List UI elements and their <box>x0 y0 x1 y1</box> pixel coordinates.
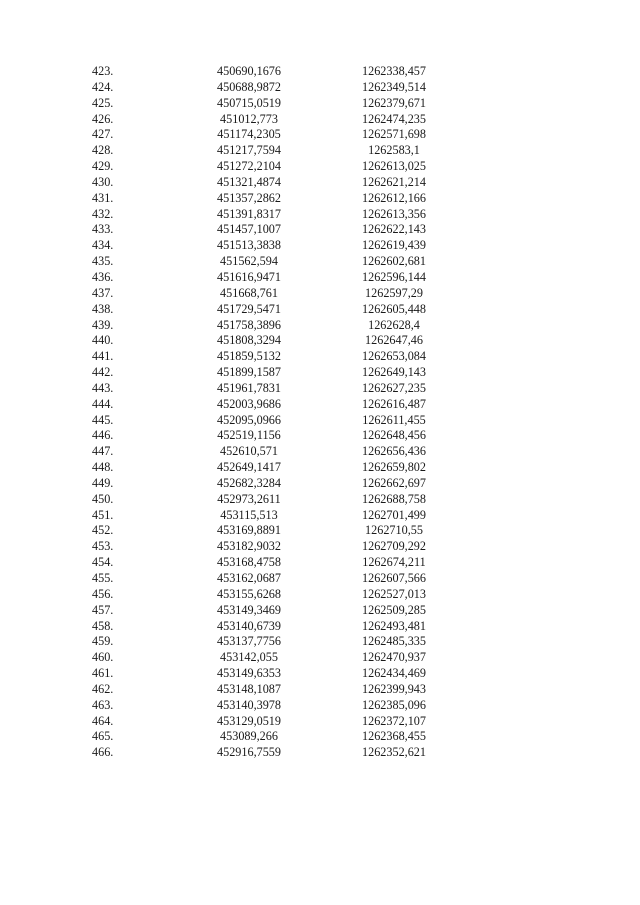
x-coordinate: 453115,513 <box>220 507 278 522</box>
table-row <box>80 729 462 745</box>
point-number: 423. <box>92 64 114 78</box>
table-row <box>80 619 462 635</box>
x-coordinate: 451174,2305 <box>217 127 281 142</box>
point-number: 444. <box>92 396 114 411</box>
x-coordinate: 451391,8317 <box>217 206 281 221</box>
point-number: 432. <box>92 206 114 221</box>
table-row <box>80 286 462 302</box>
y-coordinate: 1262688,758 <box>362 491 426 506</box>
point-number: 447. <box>92 444 114 459</box>
y-coordinate: 1262613,356 <box>362 206 426 221</box>
point-number: 451. <box>92 507 114 522</box>
y-coordinate: 1262656,436 <box>362 444 426 459</box>
y-coordinate: 1262434,469 <box>362 666 426 681</box>
x-coordinate: 453168,4758 <box>217 555 281 570</box>
point-number: 426. <box>92 111 114 126</box>
x-coordinate: 453089,266 <box>220 729 278 744</box>
y-coordinate: 1262527,013 <box>362 586 426 601</box>
x-coordinate: 451457,1007 <box>217 222 281 237</box>
y-coordinate: 1262647,46 <box>365 333 423 348</box>
table-row <box>80 476 462 492</box>
point-number: 430. <box>92 174 114 189</box>
point-number: 446. <box>92 428 114 443</box>
x-coordinate: 452916,7559 <box>217 745 281 760</box>
y-coordinate: 1262368,455 <box>362 729 426 744</box>
y-coordinate: 1262470,937 <box>362 650 426 665</box>
table-row <box>80 207 462 223</box>
point-number: 456. <box>92 586 114 601</box>
y-coordinate: 1262474,235 <box>362 111 426 126</box>
y-coordinate: 1262616,487 <box>362 396 426 411</box>
y-coordinate: 1262612,166 <box>362 190 426 205</box>
point-number: 433. <box>92 222 114 237</box>
point-number: 455. <box>92 571 114 585</box>
x-coordinate: 451961,7831 <box>217 380 281 395</box>
y-coordinate: 1262571,698 <box>362 127 426 142</box>
y-coordinate: 1262349,514 <box>362 79 426 94</box>
table-row <box>80 64 462 80</box>
y-coordinate: 1262372,107 <box>362 713 426 728</box>
table-row <box>80 143 462 159</box>
y-coordinate: 1262399,943 <box>362 681 426 696</box>
point-number: 442. <box>92 365 114 380</box>
table-row <box>80 444 462 460</box>
table-row <box>80 238 462 254</box>
point-number: 463. <box>92 697 114 712</box>
y-coordinate: 1262607,566 <box>362 571 426 585</box>
x-coordinate: 452095,0966 <box>217 412 281 427</box>
point-number: 462. <box>92 681 114 696</box>
point-number: 424. <box>92 79 114 94</box>
table-row <box>80 254 462 270</box>
point-number: 457. <box>92 602 114 617</box>
y-coordinate: 1262648,456 <box>362 428 426 443</box>
y-coordinate: 1262628,4 <box>368 317 420 332</box>
point-number: 425. <box>92 95 114 110</box>
table-row <box>80 381 462 397</box>
point-number: 431. <box>92 190 114 205</box>
table-row <box>80 191 462 207</box>
table-row <box>80 413 462 429</box>
table-row <box>80 333 462 349</box>
x-coordinate: 453149,3469 <box>217 602 281 617</box>
x-coordinate: 453142,055 <box>220 650 278 665</box>
y-coordinate: 1262674,211 <box>362 555 426 570</box>
point-number: 450. <box>92 491 114 506</box>
x-coordinate: 453149,6353 <box>217 666 281 681</box>
x-coordinate: 452973,2611 <box>217 491 281 506</box>
point-number: 458. <box>92 618 114 633</box>
coordinates-table-body <box>80 64 462 761</box>
x-coordinate: 453182,9032 <box>217 539 281 554</box>
table-row <box>80 222 462 238</box>
point-number: 428. <box>92 143 114 158</box>
table-row <box>80 666 462 682</box>
y-coordinate: 1262659,802 <box>362 460 426 475</box>
point-number: 459. <box>92 634 114 649</box>
table-row <box>80 349 462 365</box>
y-coordinate: 1262597,29 <box>365 285 423 300</box>
point-number: 429. <box>92 159 114 174</box>
point-number: 437. <box>92 285 114 300</box>
table-row <box>80 80 462 96</box>
y-coordinate: 1262509,285 <box>362 602 426 617</box>
point-number: 445. <box>92 412 114 427</box>
table-row <box>80 698 462 714</box>
point-number: 461. <box>92 666 114 681</box>
x-coordinate: 453148,1087 <box>217 681 281 696</box>
x-coordinate: 452003,9686 <box>217 396 281 411</box>
x-coordinate: 451513,3838 <box>217 238 281 253</box>
table-row <box>80 571 462 587</box>
y-coordinate: 1262613,025 <box>362 159 426 174</box>
y-coordinate: 1262619,439 <box>362 238 426 253</box>
coordinates-table <box>80 64 462 761</box>
x-coordinate: 450688,9872 <box>217 79 281 94</box>
point-number: 436. <box>92 269 114 284</box>
point-number: 440. <box>92 333 114 348</box>
x-coordinate: 451729,5471 <box>217 301 281 316</box>
table-row <box>80 714 462 730</box>
x-coordinate: 453140,3978 <box>217 697 281 712</box>
x-coordinate: 453169,8891 <box>217 523 281 538</box>
table-row <box>80 555 462 571</box>
table-row <box>80 397 462 413</box>
x-coordinate: 453155,6268 <box>217 586 281 601</box>
x-coordinate: 451321,4874 <box>217 174 281 189</box>
y-coordinate: 1262493,481 <box>362 618 426 633</box>
x-coordinate: 452682,3284 <box>217 475 281 490</box>
table-row <box>80 603 462 619</box>
table-row <box>80 650 462 666</box>
y-coordinate: 1262352,621 <box>362 745 426 760</box>
x-coordinate: 453140,6739 <box>217 618 281 633</box>
point-number: 460. <box>92 650 114 665</box>
table-row <box>80 492 462 508</box>
point-number: 454. <box>92 555 114 570</box>
y-coordinate: 1262622,143 <box>362 222 426 237</box>
y-coordinate: 1262379,671 <box>362 95 426 110</box>
table-row <box>80 634 462 650</box>
table-row <box>80 318 462 334</box>
point-number: 449. <box>92 475 114 490</box>
point-number: 448. <box>92 460 114 475</box>
table-row <box>80 270 462 286</box>
x-coordinate: 451272,2104 <box>217 159 281 174</box>
y-coordinate: 1262649,143 <box>362 365 426 380</box>
point-number: 465. <box>92 729 114 744</box>
x-coordinate: 452610,571 <box>220 444 278 459</box>
point-number: 427. <box>92 127 114 142</box>
table-row <box>80 96 462 112</box>
table-row <box>80 365 462 381</box>
x-coordinate: 451616,9471 <box>217 269 281 284</box>
x-coordinate: 450690,1676 <box>217 64 281 78</box>
y-coordinate: 1262709,292 <box>362 539 426 554</box>
y-coordinate: 1262583,1 <box>368 143 420 158</box>
y-coordinate: 1262605,448 <box>362 301 426 316</box>
table-row <box>80 127 462 143</box>
x-coordinate: 451562,594 <box>220 254 278 269</box>
table-row <box>80 112 462 128</box>
x-coordinate: 453162,0687 <box>217 571 281 585</box>
point-number: 464. <box>92 713 114 728</box>
table-row <box>80 460 462 476</box>
y-coordinate: 1262485,335 <box>362 634 426 649</box>
table-row <box>80 523 462 539</box>
table-row <box>80 428 462 444</box>
y-coordinate: 1262653,084 <box>362 349 426 364</box>
x-coordinate: 451808,3294 <box>217 333 281 348</box>
x-coordinate: 451758,3896 <box>217 317 281 332</box>
table-row <box>80 302 462 318</box>
x-coordinate: 452519,1156 <box>217 428 281 443</box>
y-coordinate: 1262611,455 <box>362 412 426 427</box>
point-number: 453. <box>92 539 114 554</box>
x-coordinate: 451859,5132 <box>217 349 281 364</box>
x-coordinate: 453129,0519 <box>217 713 281 728</box>
x-coordinate: 451668,761 <box>220 285 278 300</box>
x-coordinate: 452649,1417 <box>217 460 281 475</box>
point-number: 434. <box>92 238 114 253</box>
x-coordinate: 451357,2862 <box>217 190 281 205</box>
point-number: 452. <box>92 523 114 538</box>
y-coordinate: 1262338,457 <box>362 64 426 78</box>
table-row <box>80 508 462 524</box>
x-coordinate: 453137,7756 <box>217 634 281 649</box>
x-coordinate: 451217,7594 <box>217 143 281 158</box>
x-coordinate: 451012,773 <box>220 111 278 126</box>
y-coordinate: 1262662,697 <box>362 475 426 490</box>
y-coordinate: 1262602,681 <box>362 254 426 269</box>
x-coordinate: 451899,1587 <box>217 365 281 380</box>
point-number: 441. <box>92 349 114 364</box>
table-row <box>80 175 462 191</box>
y-coordinate: 1262701,499 <box>362 507 426 522</box>
y-coordinate: 1262627,235 <box>362 380 426 395</box>
table-row <box>80 682 462 698</box>
table-row <box>80 587 462 603</box>
point-number: 439. <box>92 317 114 332</box>
table-row <box>80 745 462 761</box>
point-number: 435. <box>92 254 114 269</box>
x-coordinate: 450715,0519 <box>217 95 281 110</box>
point-number: 438. <box>92 301 114 316</box>
point-number: 443. <box>92 380 114 395</box>
table-row <box>80 159 462 175</box>
y-coordinate: 1262596,144 <box>362 269 426 284</box>
y-coordinate: 1262710,55 <box>365 523 423 538</box>
y-coordinate: 1262385,096 <box>362 697 426 712</box>
point-number: 466. <box>92 745 114 760</box>
table-row <box>80 539 462 555</box>
y-coordinate: 1262621,214 <box>362 174 426 189</box>
